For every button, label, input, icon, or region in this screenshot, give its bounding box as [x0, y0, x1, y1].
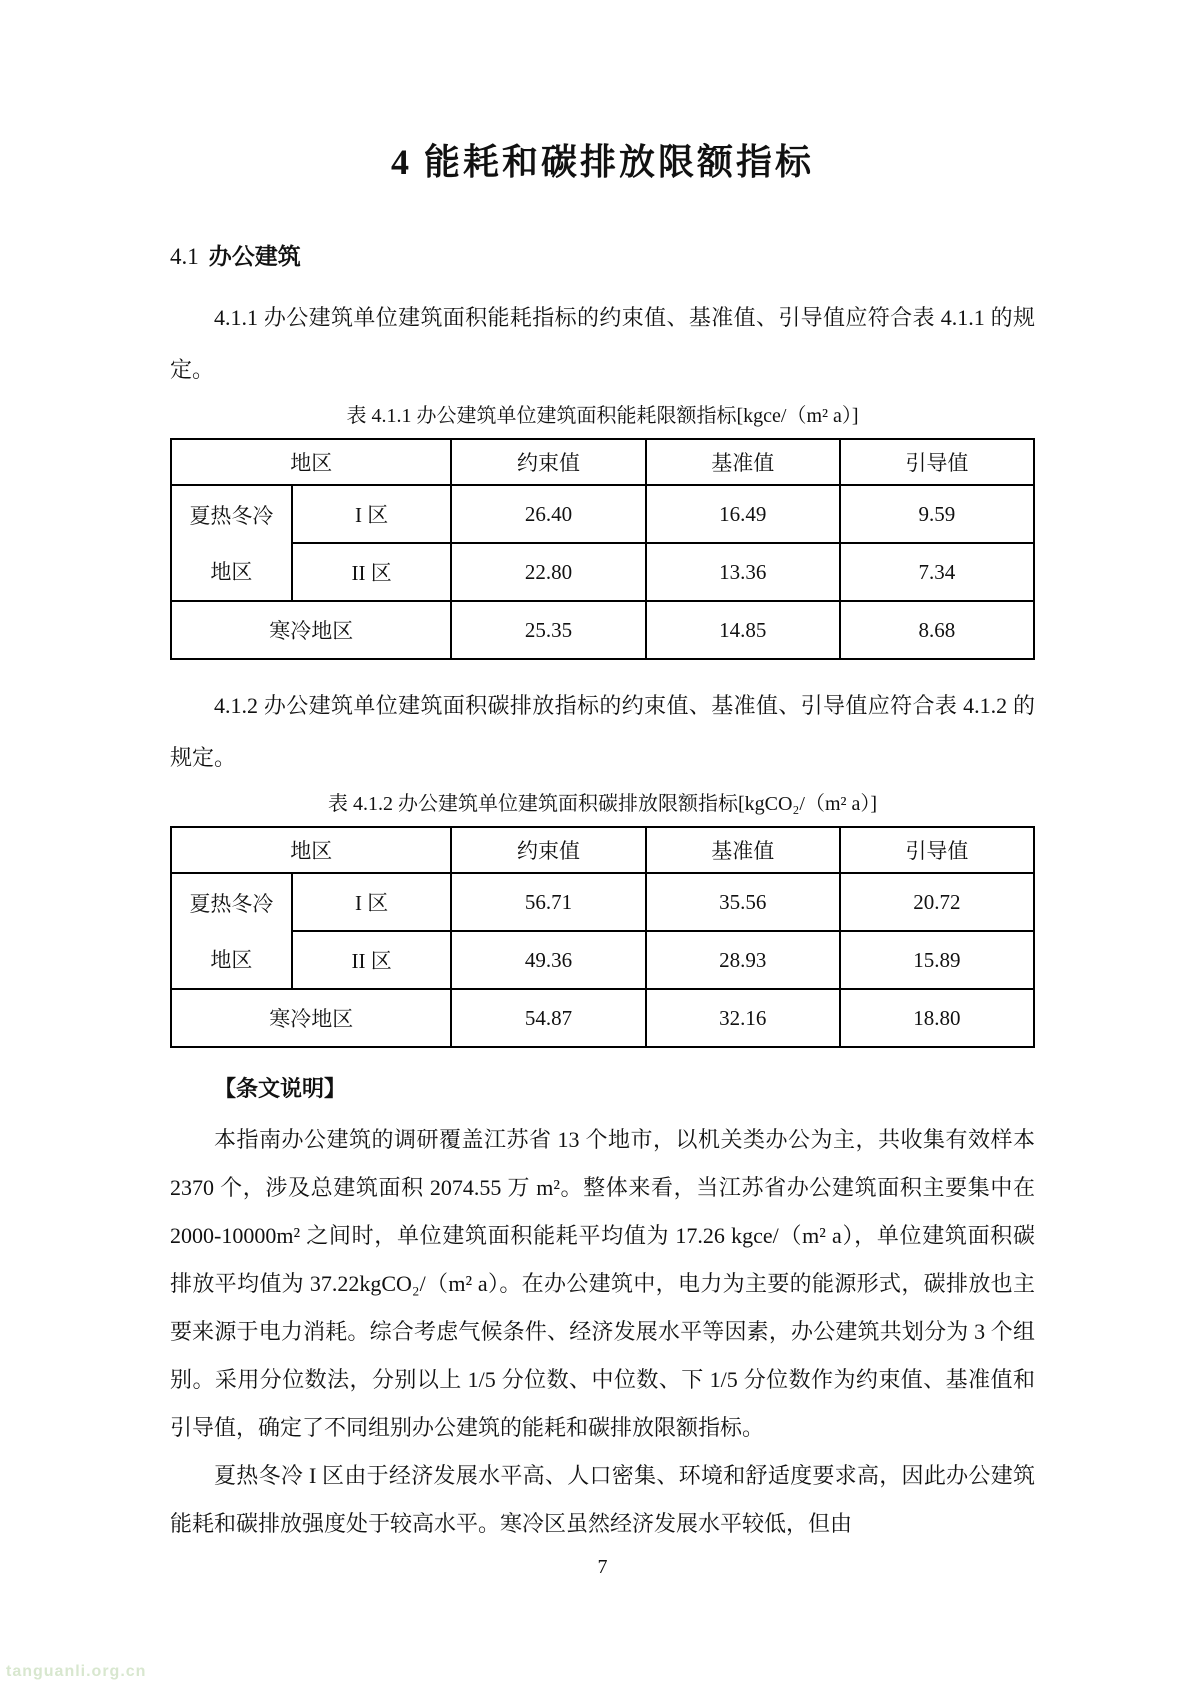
table-row	[171, 931, 1034, 989]
guidance-value: 8.68	[840, 601, 1034, 659]
col-header-baseline: 基准值	[646, 439, 840, 485]
region-group-cell	[171, 485, 292, 601]
baseline-value: 28.93	[646, 931, 840, 989]
energy-limit-table	[170, 438, 1035, 660]
table-row	[171, 873, 1034, 931]
col-header-guidance: 引导值	[840, 827, 1034, 873]
baseline-value: 13.36	[646, 543, 840, 601]
baseline-value: 35.56	[646, 873, 840, 931]
col-header-region: 地区	[171, 827, 451, 873]
region-group-cell	[171, 873, 292, 989]
region-group-line1: 夏热冬冷	[189, 504, 274, 528]
col-header-guidance: 引导值	[840, 439, 1034, 485]
table-row	[171, 601, 1034, 659]
baseline-value: 14.85	[646, 601, 840, 659]
section-heading	[170, 241, 1035, 272]
clause-4-1-2: 4.1.2 办公建筑单位建筑面积碳排放指标的约束值、基准值、引导值应符合表 4.1.2 的规定。	[170, 693, 1035, 770]
section-number: 4.1	[170, 244, 199, 269]
constraint-value: 25.35	[451, 601, 645, 659]
constraint-value: 54.87	[451, 989, 645, 1047]
commentary-paragraph-1: 本指南办公建筑的调研覆盖江苏省 13 个地市，以机关类办公为主，共收集有效样本 2370 个，涉及总建筑面积 2074.55 万 m²。整体来看，当江苏省办公建筑面积主要集中在 2000-10000m² 之间时，单位建筑面积能耗平均值为 17.26 kgce/（m² a），单位建筑面积碳排放平均值为 37.22kgCO₂/（m² a）。在办公建筑中，电力为主要的能源形式，碳排放也主要来源于电力消耗。综合考虑气候条件、经济发展水平等因素，办公建筑共划分为 3 个组别。采用分位数法，分别以上 1/5 分位数、中位数、下 1/5 分位数作为约束值、基准值和引导值，确定了不同组别办公建筑的能耗和碳排放限额指标。	[170, 1127, 1035, 1440]
guidance-value: 15.89	[840, 931, 1034, 989]
table-header-row	[171, 439, 1034, 485]
baseline-value: 16.49	[646, 485, 840, 543]
constraint-value: 56.71	[451, 873, 645, 931]
zone-label: I 区	[292, 485, 452, 543]
guidance-value: 18.80	[840, 989, 1034, 1047]
zone-label: I 区	[292, 873, 452, 931]
table-row	[171, 989, 1034, 1047]
col-header-region: 地区	[171, 439, 451, 485]
table-row	[171, 485, 1034, 543]
page-number: 7	[597, 1556, 608, 1578]
guidance-value: 20.72	[840, 873, 1034, 931]
zone-label: II 区	[292, 931, 452, 989]
section-title: 办公建筑	[208, 243, 301, 269]
cold-region-label: 寒冷地区	[171, 601, 451, 659]
commentary-paragraph-2: 夏热冬冷 I 区由于经济发展水平高、人口密集、环境和舒适度要求高，因此办公建筑能耗和碳排放强度处于较高水平。寒冷区虽然经济发展水平较低，但由	[170, 1463, 1035, 1536]
zone-label: II 区	[292, 543, 452, 601]
col-header-constraint: 约束值	[451, 827, 645, 873]
clause-4-1-1: 4.1.1 办公建筑单位建筑面积能耗指标的约束值、基准值、引导值应符合表 4.1.1 的规定。	[170, 305, 1035, 382]
region-group-line2: 地区	[210, 948, 253, 972]
page-title: 4 能耗和碳排放限额指标	[390, 142, 814, 182]
constraint-value: 22.80	[451, 543, 645, 601]
col-header-baseline: 基准值	[646, 827, 840, 873]
col-header-constraint: 约束值	[451, 439, 645, 485]
cold-region-label: 寒冷地区	[171, 989, 451, 1047]
guidance-value: 9.59	[840, 485, 1034, 543]
table-header-row	[171, 827, 1034, 873]
constraint-value: 26.40	[451, 485, 645, 543]
baseline-value: 32.16	[646, 989, 840, 1047]
region-group-line2: 地区	[210, 560, 253, 584]
constraint-value: 49.36	[451, 931, 645, 989]
table-caption-4-1-2: 表 4.1.2 办公建筑单位建筑面积碳排放限额指标[kgCO₂/（m² a）]	[327, 793, 878, 815]
watermark: tanguanli.org.cn	[6, 1663, 147, 1680]
table-row	[171, 543, 1034, 601]
table-caption-4-1-1: 表 4.1.1 办公建筑单位建筑面积能耗限额指标[kgce/（m² a）]	[346, 405, 859, 427]
commentary-heading: 【条文说明】	[214, 1076, 347, 1101]
carbon-limit-table	[170, 826, 1035, 1048]
guidance-value: 7.34	[840, 543, 1034, 601]
region-group-line1: 夏热冬冷	[189, 892, 274, 916]
